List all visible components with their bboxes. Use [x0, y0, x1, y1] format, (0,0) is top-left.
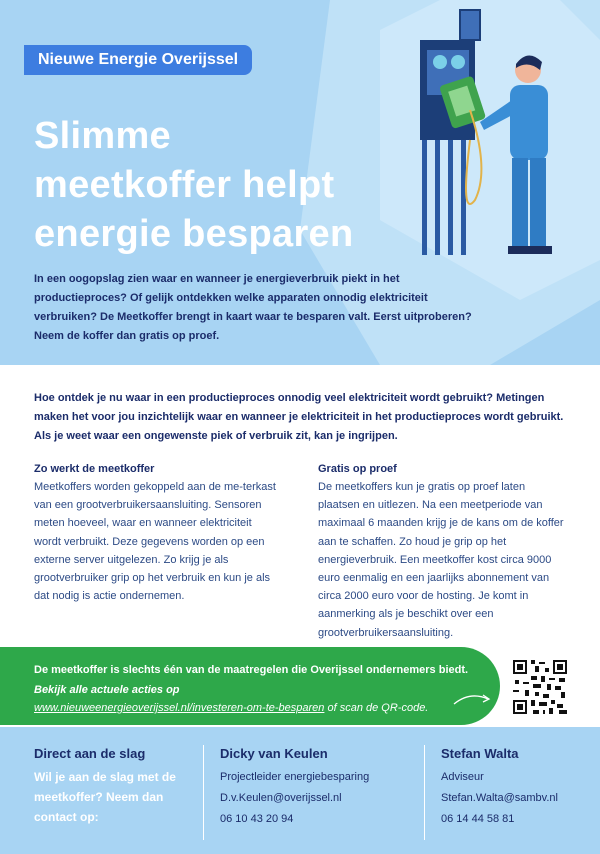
section-body: Meetkoffers worden gekoppeld aan de me-terkast van een grootverbruikersaansluiting. Sensoren meten hoeveel, waar en wanneer elektriciteit wordt verbruikt. Deze gegevens worden op een externe server uitgelezen. Zo krijg je als grootverbruiker grip op het verbruik en kun je als dat nodig is actie ondernemen.: [34, 481, 276, 603]
contact-email[interactable]: Stefan.Walta@sambv.nl: [441, 792, 558, 804]
qr-code-icon[interactable]: [511, 658, 569, 716]
section-how-it-works: [34, 460, 279, 605]
worker-illustration: [400, 0, 600, 260]
contact-email[interactable]: D.v.Keulen@overijssel.nl: [220, 792, 342, 804]
banner-link-line: [34, 702, 428, 714]
title-line: Slimme: [34, 115, 171, 157]
cta-block: [34, 743, 204, 827]
divider: [203, 745, 204, 840]
brand-label: Nieuwe Energie Overijssel: [24, 45, 252, 75]
section-heading: Zo werkt de meetkoffer: [34, 463, 155, 475]
contact-name: Stefan Walta: [441, 746, 519, 761]
contact-card: [220, 743, 369, 830]
title-line: meetkoffer helpt: [34, 164, 335, 206]
intro-paragraph: In een oogopslag zien waar en wanneer je energieverbruik piekt in het productieproces? Of gelijk ontdekken welke apparaten onnodig elektriciteit verbruiken? De Meetkoffer brengt in kaart waar te besparen valt. Eerst uitproberen? Neem de koffer dan gratis op proef.: [34, 273, 472, 342]
contact-role: Projectleider energiebesparing: [220, 771, 370, 783]
hero-section: [0, 0, 600, 365]
banner-suffix: of scan de QR-code.: [324, 702, 429, 714]
contact-phone[interactable]: 06 14 44 58 81: [441, 813, 515, 825]
contact-card: [441, 743, 558, 830]
banner-line: De meetkoffer is slechts één van de maatregelen die Overijssel ondernemers biedt.: [34, 664, 469, 676]
section-body: De meetkoffers kun je gratis op proef laten plaatsen en uitlezen. Na een meetperiode van maximaal 6 maanden krijg je de kans om de koffer aan te schaffen. Zo houd je grip op het energieverbruik. Een meetkoffer kost circa 9000 euro eenmalig en een jaarlijks abonnement van circa 2000 euro voor de hosting. Je komt in aanmerking als je beschikt over een grootverbruikersaansluiting.: [318, 481, 564, 639]
cta-text: Wil je aan de slag met de meetkoffer? Neem dan contact op:: [34, 770, 176, 824]
promo-banner: [0, 647, 500, 725]
section-free-trial: [318, 460, 568, 642]
section-heading: Gratis op proef: [318, 463, 397, 475]
contact-role: Adviseur: [441, 771, 484, 783]
divider: [424, 745, 425, 840]
cta-heading: Direct aan de slag: [34, 746, 146, 761]
banner-line: Bekijk alle actuele acties op: [34, 684, 180, 696]
lead-paragraph: Hoe ontdek je nu waar in een productieproces onnodig veel elektriciteit wordt gebruikt? Metingen maken het voor jou inzichtelijk waar en wanneer je elektriciteit in het productieproces wordt gebruikt. Als je weet waar een ongewenste piek of verbruik zit, kan je ingrijpen.: [34, 392, 564, 442]
title-line: energie besparen: [34, 213, 354, 255]
contact-footer: [0, 727, 600, 854]
contact-name: Dicky van Keulen: [220, 746, 328, 761]
website-link[interactable]: www.nieuweenergieoverijssel.nl/investeren-om-te-besparen: [34, 702, 325, 714]
curved-arrow-icon: [452, 689, 492, 709]
contact-phone[interactable]: 06 10 43 20 94: [220, 813, 294, 825]
page-title: [34, 112, 394, 259]
